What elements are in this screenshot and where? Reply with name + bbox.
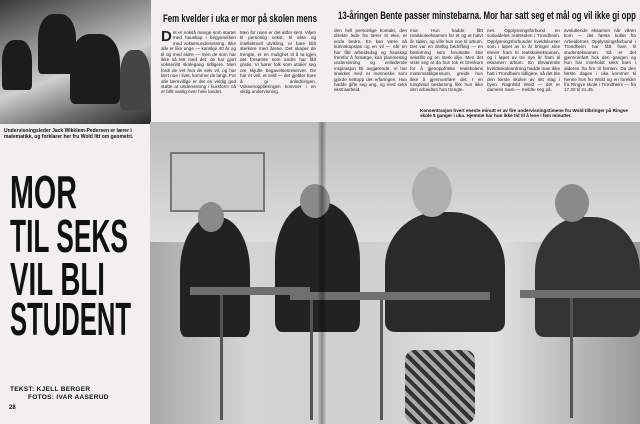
subheading-right-wrap bbox=[338, 9, 638, 23]
blackboard bbox=[170, 152, 265, 212]
mother-head bbox=[412, 167, 452, 217]
student-figure bbox=[535, 217, 640, 337]
page-gutter bbox=[318, 122, 326, 424]
subheading-left-wrap bbox=[163, 12, 319, 26]
article-column bbox=[161, 30, 236, 106]
subheading-right: 13-åringen Bente passer minstebarna. Mor har satt seg et mål og vil ikke gi opp bbox=[338, 10, 637, 22]
student-figure bbox=[2, 40, 32, 90]
text-credit: TEKST: KJELL BERGER bbox=[10, 386, 91, 393]
subheading-left: Fem kvelder i uka er mor på skolen mens bbox=[163, 13, 317, 25]
student-figure bbox=[70, 34, 120, 104]
desk-leg bbox=[310, 300, 313, 420]
headline bbox=[10, 166, 145, 346]
photo-caption: Undervisningsleder Jack Wikklem-Pedersen er lærer i matematikk, og forklarer her fru Wold litt om geometri. bbox=[4, 128, 134, 140]
article-column: Men for noen er det altfor sent. Viljen til personlig vekst, til økte og intellektuell utvikling, er bare blitt sterkere med årene. Det skaper de trengte, er en mulighet til å ta igjen det forsømte som andre har fått gratis. Vi hører folk som uttaler seg om skjulte begavelsesreserver. De har et vell, et veld — det gjelder bare å gi anledningen. Voksenopplæringen kommer i en viktig undervisning. bbox=[240, 30, 316, 95]
desk-leg bbox=[380, 300, 383, 420]
handbag bbox=[405, 350, 475, 424]
photo-credit: FOTOS: IVAR AASERUD bbox=[28, 394, 109, 401]
article-column: nes Opplysningsforbund en sosialdeles realskolen i Trondheim. Opplysningsforbundet kveldskurser som i løpet av to år bringer sine elever fram til realskoleeksamen, og i løpet av tre nye år fram til eksamen artium. En tilsvarende kveldsskoleordning hadde man ikke hatt i Trondheim tidligere, så det ble den første skolen av sitt slag i byen. Ragnhild Wold — det er damens navn — meldte seg på. bbox=[487, 28, 560, 93]
student-figure bbox=[180, 217, 250, 337]
article-column: den hell personlige kontakt, den direkte lede fra lærer til elev, er enda bedre. En kan være så kunnskapsløs og en vil — når en har fått arbeidsdag og hauskap fremfor å forsørge, kan planmessig undervisning og veiledende inspirasjon bli avgjørende. Vi har snakket med et menneske som gjorde nettopp det erfaringen. Hun hadde gifte seg ung, og med seks ekstraarbeid. bbox=[334, 28, 407, 93]
headline-line: VIL BLI bbox=[10, 253, 105, 305]
bottom-caption: Konsentrasjon hvert eneste minutt er av fire undervisningstimene fru Wold tilbringer på Ringve skole 5 ganger i uka. Hjemme har hun ikke tid til å lese i fem minutter. bbox=[420, 108, 628, 119]
column-text: et er nokså mange som starter med hauskap i begynnelsen med voksenundervisning. Ikke alle er like unge — kanskje 40 år og til og med eldre — men de som har ikke så lett med det; de har gjort voksenlitt skolegang tidligere. Men fordi de vet hva de selv vil, og har lært noe i livet, kommer de langt. For alle lærevillige er det en veldig god støtte at undervisning i kursform nå er blitt vanlig over hele landet. bbox=[161, 30, 236, 95]
page-number: 28 bbox=[9, 405, 16, 411]
student-head bbox=[555, 184, 589, 222]
student-figure bbox=[120, 50, 150, 110]
classroom-photo-small bbox=[0, 0, 151, 124]
desk-leg bbox=[570, 298, 573, 418]
student-head bbox=[198, 202, 224, 232]
article-column: mor. Hun hadde fått realskoleeksamen for et og et halvt år siden, og ville hun noe til artium. Det var en drøftig bedrifting — en beslutning som forutsatte stor selvtillit og en sterk vilje. Men det viste seg at da hun tok et brevkurs for å gjenoppfriske realskolens matematikkpensum, greide hun ikke å gjennomføre det. I en tungtveid beslutning fikk hun ikke den arbeidsro hun trengte. bbox=[410, 28, 483, 93]
headline-line: STUDENT bbox=[10, 293, 131, 345]
desk-leg bbox=[220, 295, 223, 420]
headline-line: TIL SEKS bbox=[10, 210, 128, 262]
desk bbox=[520, 290, 640, 298]
headline-line: MOR bbox=[10, 166, 77, 218]
drop-cap: D bbox=[161, 28, 172, 45]
article-column: avsluttende eksamen når våren kom — det første kullet fra Arbeidernes Opplysningsforbund i Trondheim har fått fram til studenteksamen. Så er det gjennomført hos den gangen og hun har inneholdt seks barn i alderen fra fire til femten. Da den første dagen i uka kommer til henne hos fru Wold og en foreldre fra Ringve skole i Trondheim — fra 17.30 til 21.45. bbox=[564, 28, 636, 93]
classroom-photo-large bbox=[150, 122, 640, 424]
mother-figure bbox=[385, 212, 505, 332]
